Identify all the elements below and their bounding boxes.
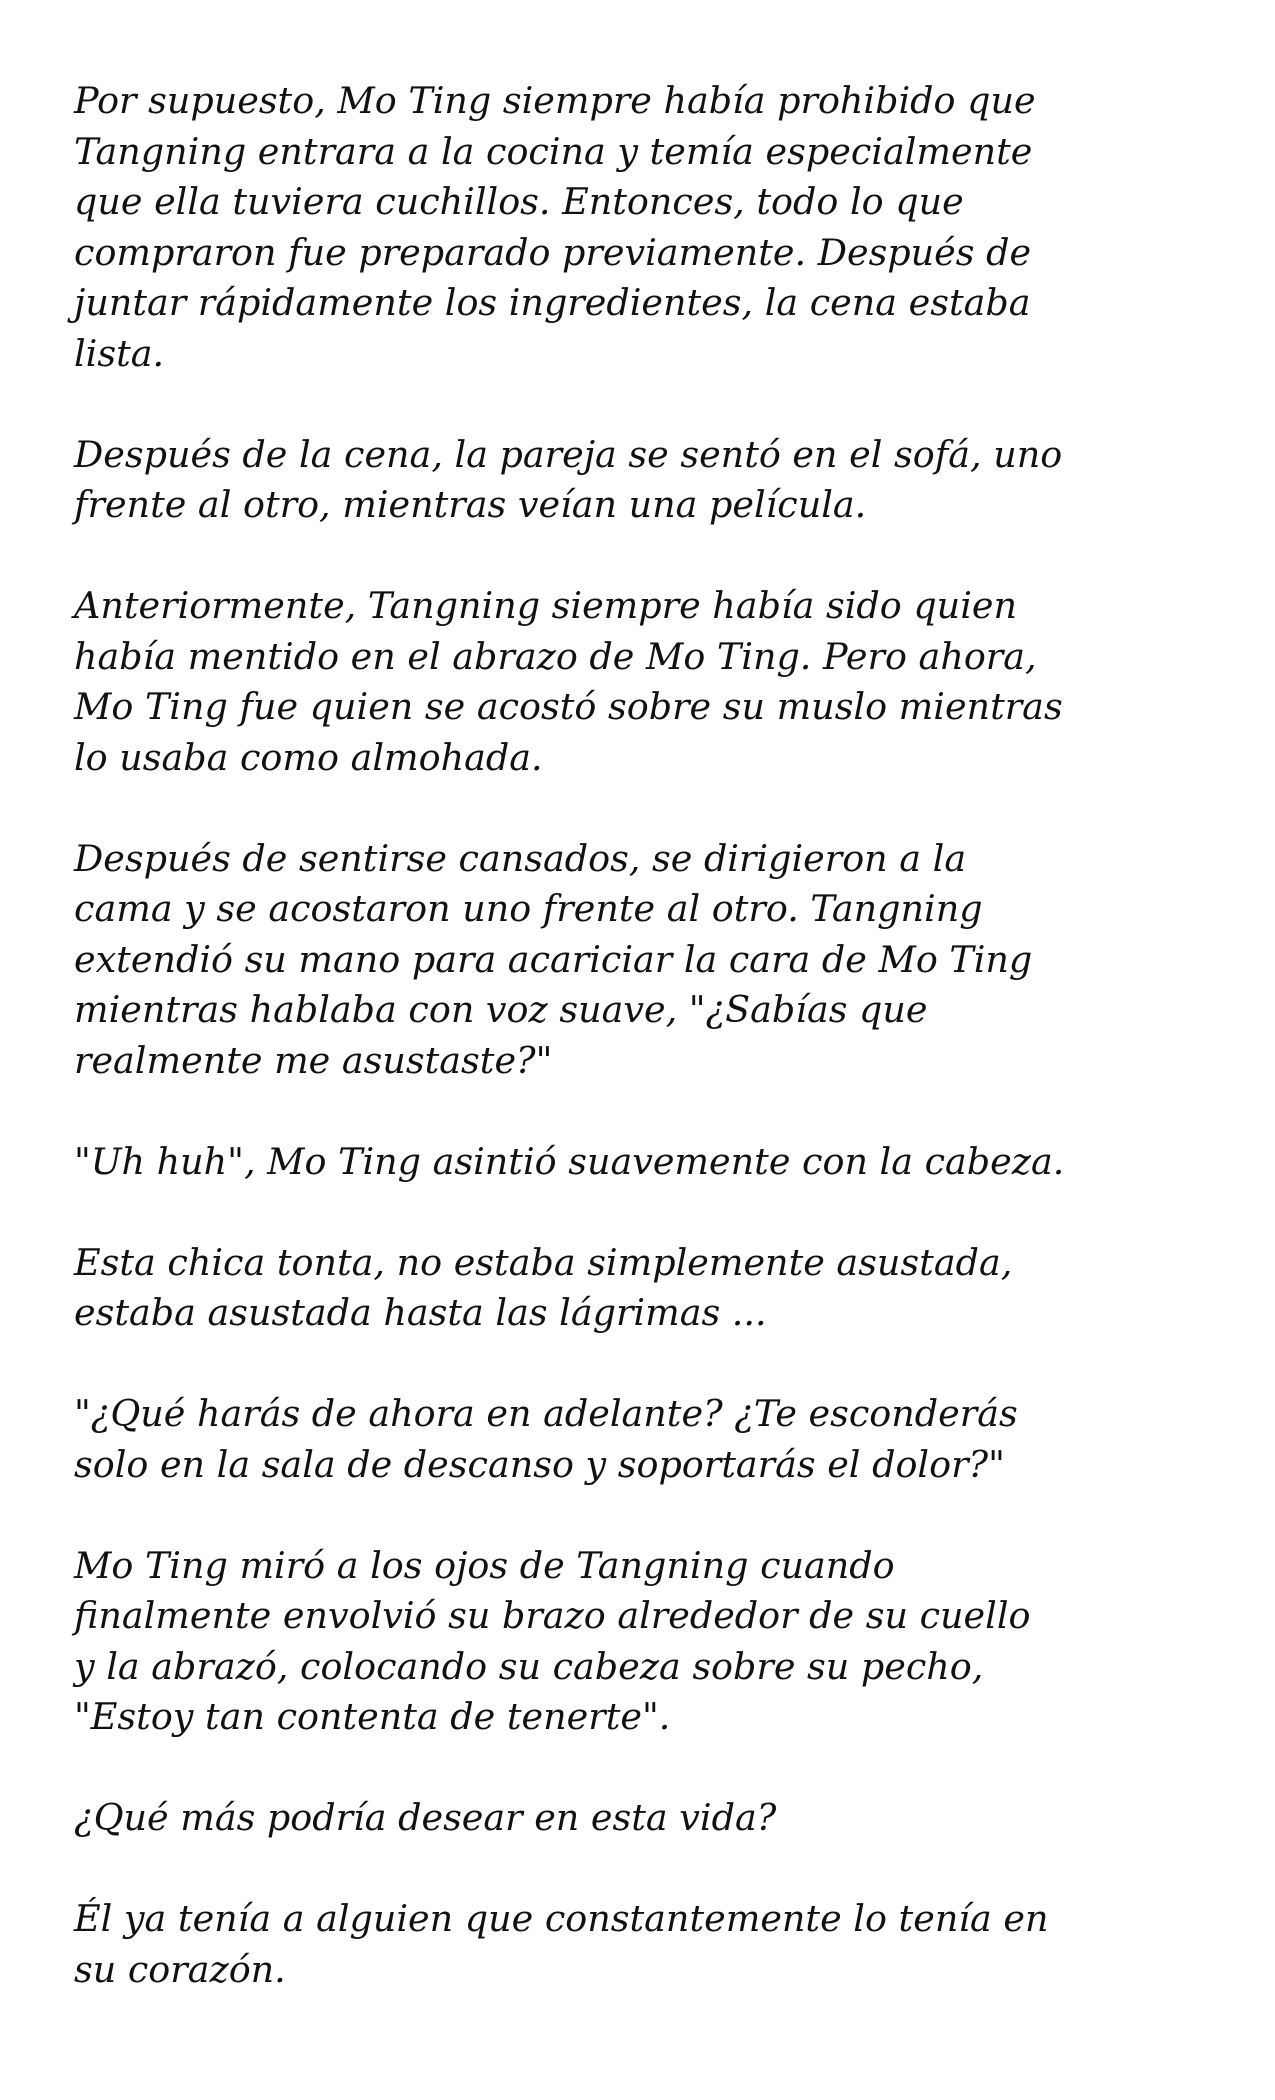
text-line: Por supuesto, Mo Ting siempre había prohibido que	[74, 79, 1036, 122]
paragraph	[74, 1894, 1224, 1995]
text-line: solo en la sala de descanso y soportarás el dolor?"	[74, 1442, 1005, 1486]
text-line: juntar rápidamente los ingredientes, la cena estaba	[74, 281, 1031, 324]
paragraph	[74, 1238, 1224, 1339]
text-line: estaba asustada hasta las lágrimas ...	[74, 1291, 767, 1334]
paragraph	[74, 581, 1224, 783]
text-line: extendió su mano para acariciar la cara de Mo Ting	[74, 937, 1033, 981]
text-line: cama y se acostaron uno frente al otro. Tangning	[74, 887, 983, 930]
text-line: mientras hablaba con voz suave, "¿Sabías que	[74, 988, 928, 1031]
text-line: lo usaba como almohada.	[74, 735, 543, 779]
text-line: realmente me asustaste?"	[74, 1038, 553, 1082]
text-line: ¿Qué más podría desear en esta vida?	[74, 1796, 777, 1839]
text-line: "¿Qué harás de ahora en adelante? ¿Te esconderás	[74, 1392, 1018, 1435]
text-line: Él ya tenía a alguien que constantemente lo tenía en	[74, 1897, 1049, 1940]
paragraph	[74, 430, 1224, 531]
text-line: y la abrazó, colocando su cabeza sobre su pecho,	[74, 1644, 984, 1688]
text-line: "Estoy tan contenta de tenerte".	[74, 1695, 671, 1738]
text-line: Anteriormente, Tangning siempre había sido quien	[74, 584, 1017, 627]
paragraph	[74, 1137, 1224, 1188]
text-line: Esta chica tonta, no estaba simplemente asustada,	[74, 1240, 1013, 1284]
text-line: "Uh huh", Mo Ting asintió suavemente con la cabeza.	[74, 1139, 1065, 1183]
paragraph	[74, 1541, 1224, 1743]
paragraph	[74, 76, 1224, 379]
text-line: Mo Ting miró a los ojos de Tangning cuando	[74, 1543, 895, 1587]
paragraph	[74, 1793, 1224, 1844]
text-line: Mo Ting fue quien se acostó sobre su muslo mientras	[74, 685, 1063, 728]
text-line: Después de sentirse cansados, se dirigieron a la	[74, 836, 967, 880]
document-body	[74, 76, 1224, 1995]
text-line: su corazón.	[74, 1947, 286, 1991]
paragraph	[74, 1389, 1224, 1490]
text-line: lista.	[74, 331, 165, 375]
text-line: Tangning entrara a la cocina y temía especialmente	[74, 129, 1033, 173]
text-line: que ella tuviera cuchillos. Entonces, todo lo que	[74, 180, 964, 223]
paragraph	[74, 834, 1224, 1087]
text-line: frente al otro, mientras veían una película.	[74, 483, 867, 526]
text-line: finalmente envolvió su brazo alrededor de su cuello	[74, 1594, 1031, 1637]
text-line: compraron fue preparado previamente. Después de	[74, 230, 1032, 274]
text-line: había mentido en el abrazo de Mo Ting. Pero ahora,	[74, 634, 1037, 678]
text-line: Después de la cena, la pareja se sentó en el sofá, uno	[74, 432, 1063, 476]
